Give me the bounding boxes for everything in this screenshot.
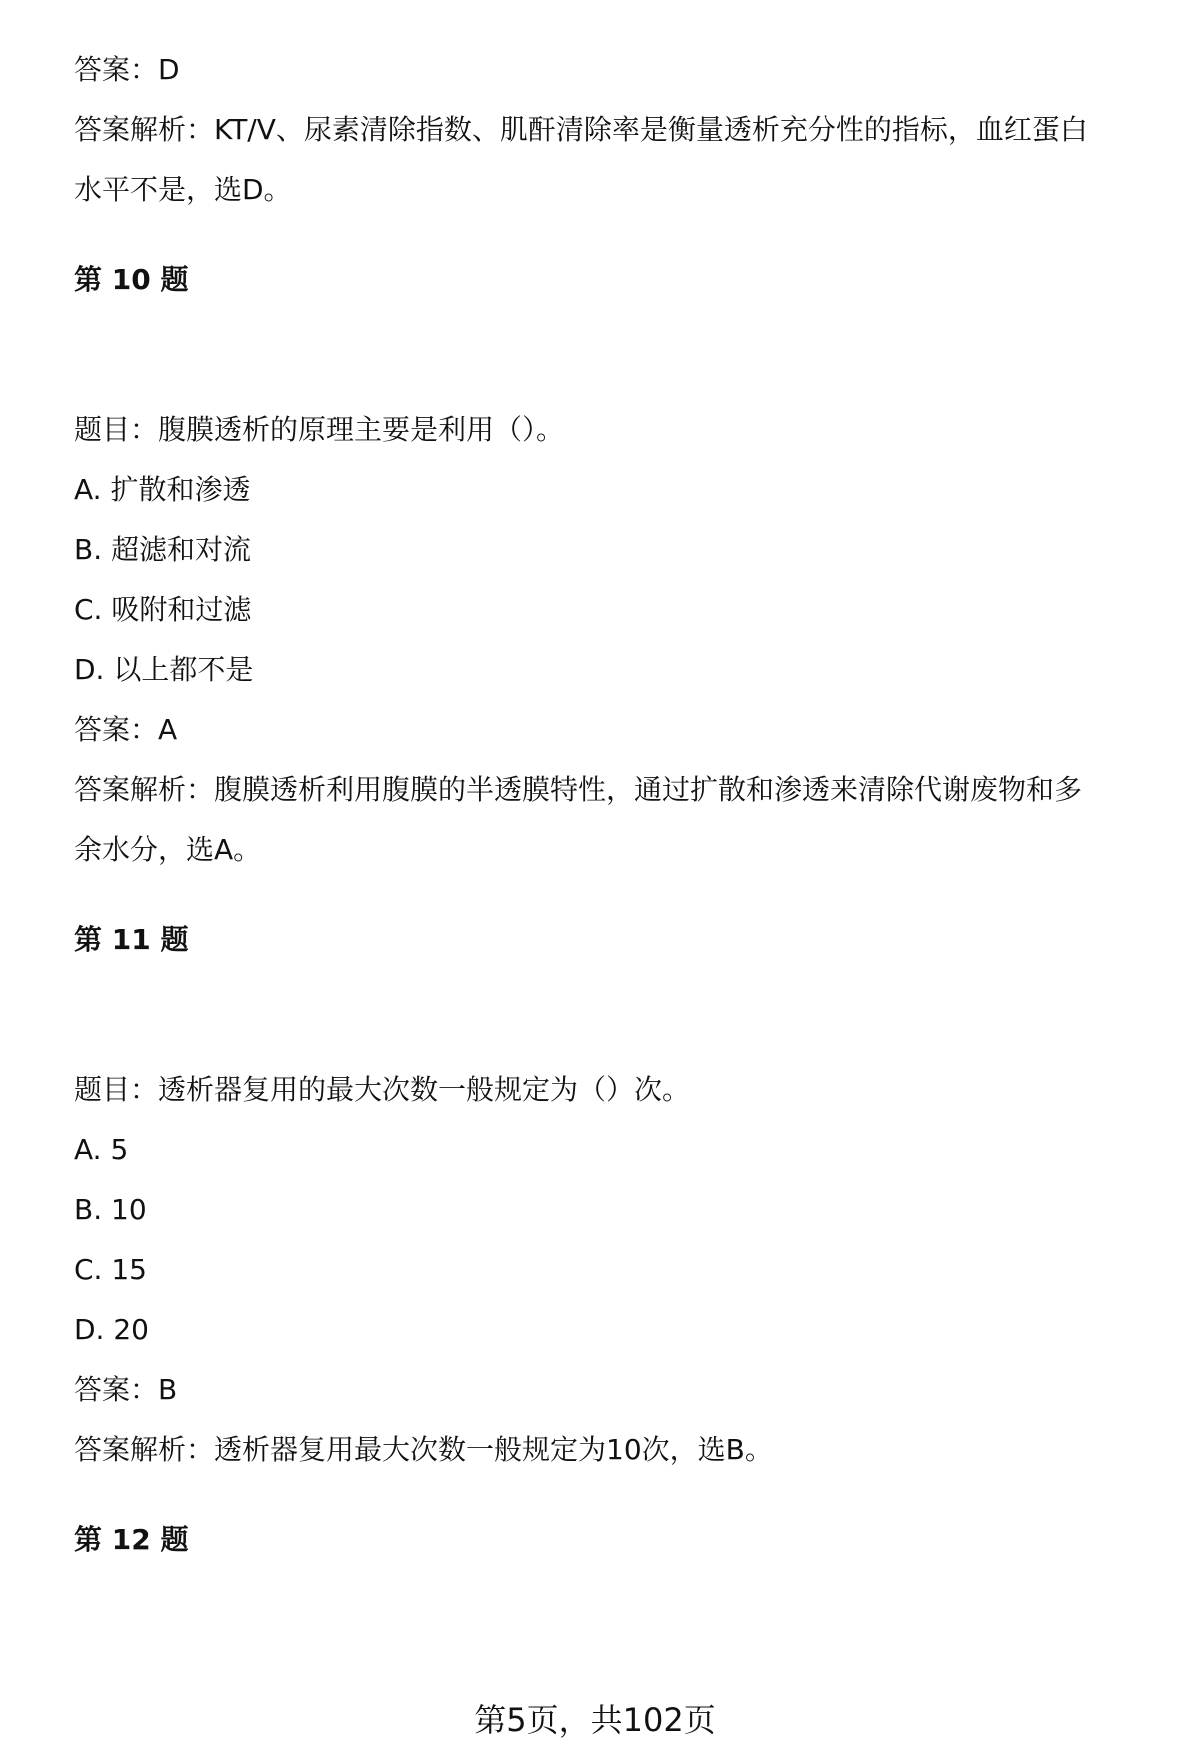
question-10-explanation-line-1: 答案解析：腹膜透析利用腹膜的半透膜特性，通过扩散和渗透来清除代谢废物和多	[74, 773, 1083, 806]
question-11-option-d: D. 20	[74, 1313, 149, 1346]
page-number-footer: 第5页，共102页	[474, 1701, 716, 1739]
prev-answer: 答案：D	[74, 53, 180, 86]
question-12-heading: 第 12 题	[74, 1523, 189, 1556]
question-11-heading: 第 11 题	[74, 923, 189, 956]
question-11-explanation: 答案解析：透析器复用最大次数一般规定为10次，选B。	[74, 1433, 773, 1466]
question-10-option-d: D. 以上都不是	[74, 653, 254, 686]
question-11-option-a: A. 5	[74, 1133, 129, 1166]
question-10-explanation-line-2: 余水分，选A。	[74, 833, 262, 866]
question-10-answer: 答案：A	[74, 713, 178, 746]
question-10-option-c: C. 吸附和过滤	[74, 593, 252, 626]
question-10-text: 题目：腹膜透析的原理主要是利用（）。	[74, 413, 565, 446]
prev-explanation-line-2: 水平不是，选D。	[74, 173, 292, 206]
question-11-text: 题目：透析器复用的最大次数一般规定为（）次。	[74, 1073, 691, 1106]
question-11-option-b: B. 10	[74, 1193, 147, 1226]
prev-explanation-line-1: 答案解析：KT/V、尿素清除指数、肌酐清除率是衡量透析充分性的指标，血红蛋白	[74, 113, 1088, 146]
question-10-option-b: B. 超滤和对流	[74, 533, 252, 566]
question-10-heading: 第 10 题	[74, 263, 189, 296]
question-11-option-c: C. 15	[74, 1253, 147, 1286]
question-10-option-a: A. 扩散和渗透	[74, 473, 251, 506]
question-11-answer: 答案：B	[74, 1373, 178, 1406]
